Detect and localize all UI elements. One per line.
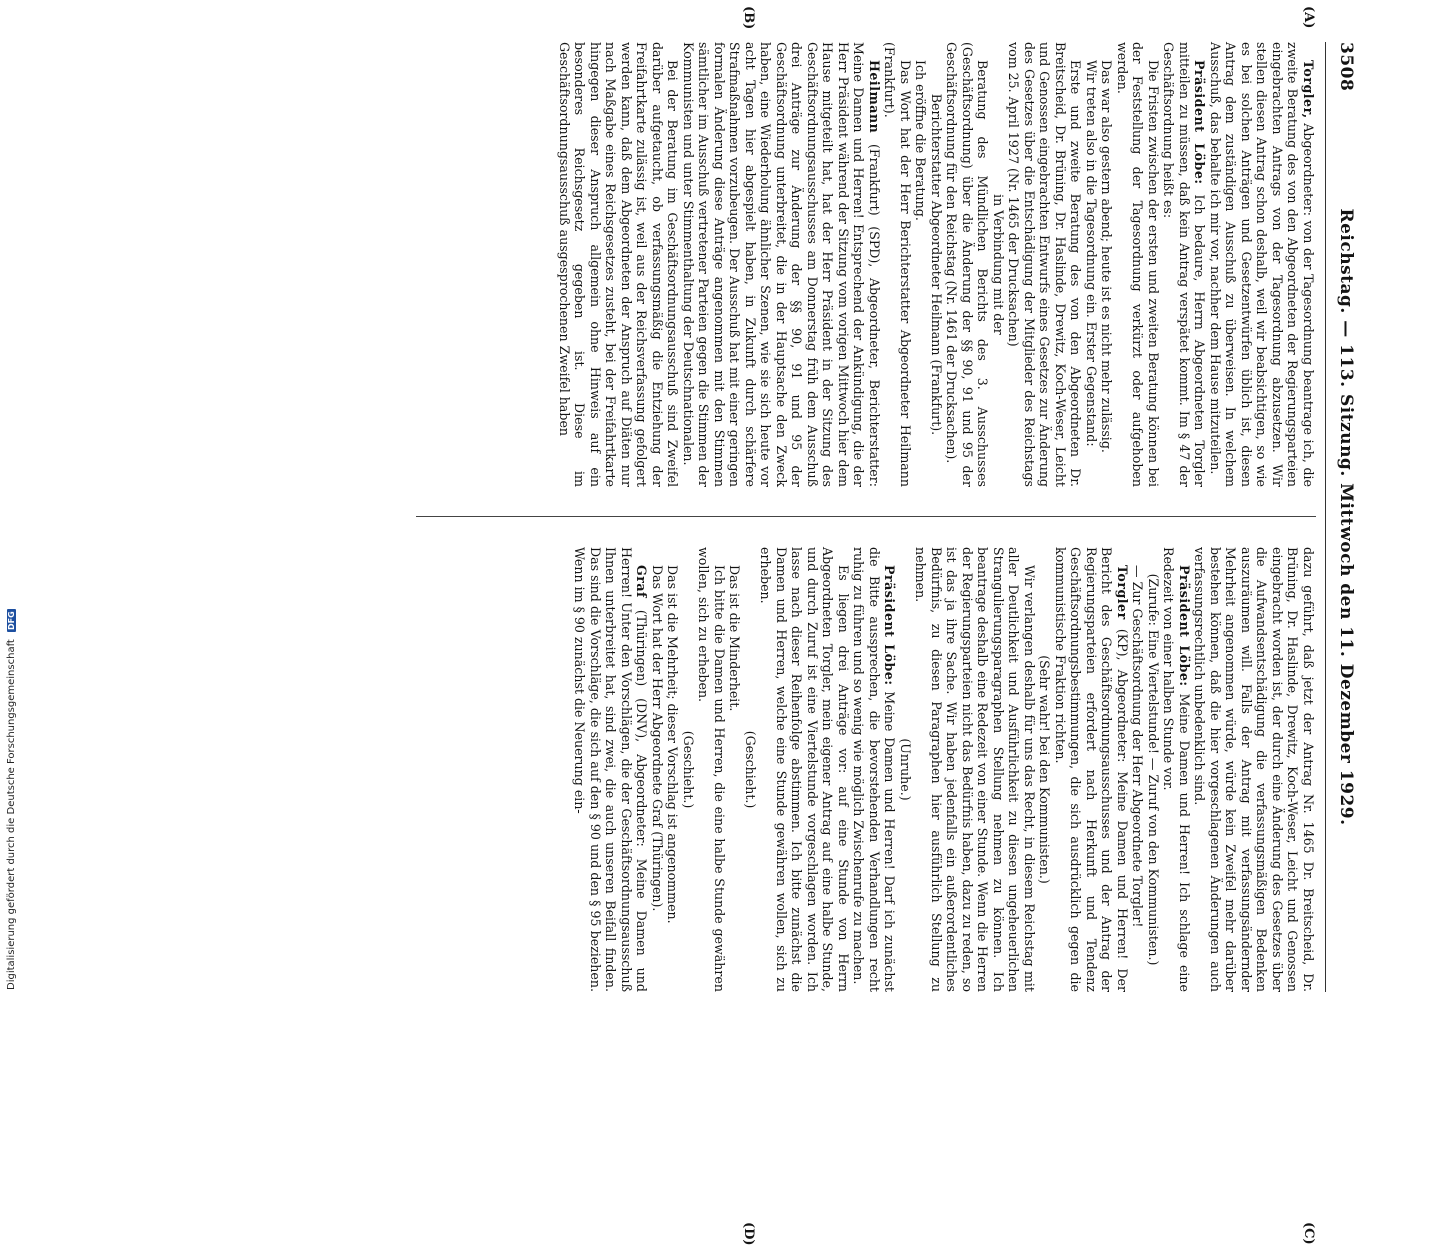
speaker-name: Präsident Löbe: (1192, 60, 1208, 185)
interjection: (Unruhe.) (898, 738, 913, 801)
rotated-page (104, 6, 1356, 1246)
speech-paragraph (1161, 42, 1208, 487)
text-paragraph: dazu geführt, daß jetzt der Antrag Nr. 1465 Dr. Breitscheid, Dr. Brüning, Dr. Haslinde, Drewitz, Koch-Weser, Leicht und Genossen eingebracht worden ist, der durch eine Änderung des Gesetzes über die Aufwandsentschädigung die verfassungsmäßigen Bedenken auszuräumen will. Falls der Antrag mit verfassungsändernder Mehrheit angenommen würde, würde kein Zweifel mehr darüber bestehen können, daß die hier vorgeschlagenen Änderungen auch verfassungsrechtlich unbedenklich sind. (1192, 547, 1316, 992)
column-divider (416, 516, 1316, 517)
speaker-role: (KP), Abgeordneter: (1115, 628, 1130, 763)
margin-mark-c: (C) (1301, 1222, 1316, 1245)
text-paragraph: Ich bitte die Damen und Herren, die eine halbe Stunde gewähren wollen, sich zu erheben. (696, 547, 727, 992)
interjection: Berichterstatter Abgeordneter Heilmann (Frankfurt). (929, 93, 944, 436)
speaker-name: Torgler, (1301, 60, 1316, 119)
text-paragraph: Wir treten also in die Tagesordnung ein. Erster Gegenstand: (1084, 60, 1099, 447)
speech-paragraph (1053, 547, 1131, 992)
text-paragraph: Es liegen drei Anträge vor: auf eine Stunde von Herrn Abgeordneten Torgler, mein eigener Antrag auf eine halbe Stunde, und durch Zuruf ist eine Viertelstunde vorgeschlagen worden. Ich lasse nach dieser Reihenfolge abstimmen. Ich bitte zunächst die Damen und Herren, welche eine Stunde gewähren wollen, sich zu erheben. (758, 547, 851, 992)
speaker-name: Präsident Löbe: (882, 565, 898, 686)
interjection: (Geschieht.) (681, 730, 696, 809)
speech-text: Ich bedaure, Herrn Abgeordneten Torgler mitteilen zu müssen, daß kein Antrag verspätet kommt. Im § 47 der Geschäftsordnung heißt es: (1161, 42, 1208, 487)
margin-mark-d: (D) (741, 1222, 756, 1246)
speech-text: von der Tagesordnung beantrage ich, die zweite Beratung des von den Abgeordneten der Regierungsparteien eingebrachten Antrags von der Tagesordnung abzusetzen. Wir stellen diesen Antrag schon deshalb, weil wir beabsichtigen, so wie es bei solchen Anträgen und Gesetzentwürfen üblich ist, diesen Antrag dem zuständigen Ausschuß zu überweisen. In welchem Ausschuß, das behalte ich mir vor, nachher dem Hause mitzuteilen. (1208, 42, 1316, 487)
speech-paragraph (1161, 547, 1192, 992)
speech-paragraph (681, 42, 883, 487)
page-number: 3508 (1336, 42, 1356, 92)
text-paragraph: Ich eröffne die Beratung. (913, 60, 929, 221)
page-title: Reichstag. — 113. Sitzung. Mittwoch den 11. Dezember 1929. (1336, 208, 1356, 826)
right-column (572, 547, 1316, 992)
interjection: (Geschieht.) (743, 730, 758, 809)
interjection: (Sehr wahr! bei den Kommunisten.) (1037, 655, 1053, 884)
dfg-logo: DFG (7, 611, 16, 630)
speech-text: Meine Damen und Herren! Entsprechend der Ankündigung, die der Herr Präsident während der Sitzung vom vorigen Mittwoch hier dem Hause mitgeteilt hat, hat der Herr Präsident in der Sitzung des Geschäftsordnungsausschusses am Donnerstag früh dem Ausschuß drei Anträge zur Änderung der §§ 90, 91 und 95 der Geschäftsordnung unterbreitet, die in der Hauptsache den Zweck haben, eine Wiederholung ähnlicher Szenen, wie sie sich heute vor acht Tagen hier abgespielt haben, in Zukunft durch schärfere Strafmaßnahmen vorzubeugen. Der Ausschuß hat mit einer geringen formalen Änderung diese Anträge angenommen mit den Stimmen sämtlicher im Ausschuß vertretener Parteien gegen die Stimmen der Kommunisten und unter Stimmenthaltung der Deutschnationalen. (681, 42, 867, 487)
text-paragraph: — Zur Geschäftsordnung der Herr Abgeordnete Torgler! (1130, 565, 1146, 928)
margin-mark-b: (B) (741, 6, 756, 30)
speech-text: Meine Damen und Herren! Darf ich zunächst die Bitte aussprechen, die bevorstehenden Verhandlungen recht ruhig zu führen und so wenig wie möglich Zwischenrufe zu machen. (851, 547, 898, 992)
text-paragraph: Das ist die Mehrheit; dieser Vorschlag ist angenommen. (665, 565, 681, 924)
speech-paragraph (1208, 42, 1317, 487)
speech-text: Meine Damen und Herren! Der Bericht des Geschäftsordnungsausschusses und der Antrag der Regierungsparteien erfordert nach Herkunft und Tendenz Geschäftsordnungsbestimmungen, die sich ausdrücklich gegen die kommunistische Fraktion richten. (1053, 547, 1130, 992)
margin-mark-a: (A) (1301, 6, 1316, 29)
speech-text: Meine Damen und Herren! Ich schlage eine Redezeit von einer halben Stunde vor. (1161, 547, 1192, 992)
interjection: (Zurufe: Eine Viertelstunde! — Zuruf von den Kommunisten.) (1146, 573, 1161, 966)
speaker-role: (Thüringen) (DNV), Abgeordneter: (634, 609, 650, 847)
speech-paragraph (572, 547, 650, 992)
speaker-name: Torgler (1115, 565, 1130, 620)
quoted-rule: Die Fristen zwischen der ersten und zweiten Beratung können bei der Feststellung der Tagesordnung verkürzt oder aufgehoben werden. (1115, 42, 1161, 487)
text-paragraph: Das ist die Minderheit. (727, 565, 743, 712)
text-paragraph: Wir verlangen deshalb für uns das Recht, in diesem Reichstag mit aller Deutlichkeit und Ausführlichkeit zu diesen ungeheuerlichen Strangulierungsparagraphen Stellung nehmen zu können. Ich beantrage deshalb eine Redezeit von einer Stunde. Wenn die Herren der Regierungsparteien nicht das Bedürfnis haben, dazu zu reden, so ist das ja ihre Sache. Wir haben jedenfalls ein außerordentliches Bedürfnis, zu diesen Paragraphen hier ausführlich Stellung zu nehmen. (913, 547, 1037, 992)
text-paragraph: Das Wort hat der Herr Abgeordnete Graf (Thüringen). (650, 565, 665, 912)
footer-text: Digitalisierung gefördert durch die Deutsche Forschungsgemeinschaft (6, 639, 17, 990)
speaker-name: Graf (634, 565, 650, 598)
speaker-name: Heilmann (867, 60, 882, 134)
text-paragraph: Das Wort hat der Herr Berichterstatter Abgeordneter Heilmann (Frankfurt). (882, 42, 913, 487)
text-paragraph: Das war also gestern abend; heute ist es nicht mehr zulässig. (1099, 60, 1115, 453)
footer-credit (6, 609, 17, 990)
left-column (557, 42, 1317, 487)
text-paragraph: Bei der Beratung im Geschäftsordnungsausschuß sind Zweifel darüber aufgetaucht, ob verfassungsmäßig die Entziehung der Freifahrtkarte zulässig ist, weil aus der Reichsverfassung gefolgert werden kann, daß dem Abgeordneten der Anspruch auf Diäten nur nach Maßgabe eines Reichsgesetzes zusteht, bei der Freifahrtkarte hingegen dieser Anspruch allgemein ohne Hinweis auf ein besonderes Reichsgesetz gegeben ist. Diese im Geschäftsordnungsausschuß ausgesprochenen Zweifel haben (557, 42, 681, 487)
text-paragraph: Erste und zweite Beratung des von den Abgeordneten Dr. Breitscheid, Dr. Brüning, Dr. Haslinde, Drewitz, Koch-Weser, Leicht und Genossen eingebrachten Entwurfs eines Gesetzes zur Änderung des Gesetzes über die Entschädigung der Mitglieder des Reichstags vom 25. April 1927 (Nr. 1465 der Drucksachen) (1006, 42, 1084, 487)
speaker-role: Abgeordneter: (1301, 123, 1316, 216)
text-paragraph: Beratung des Mündlichen Berichts des 3. Ausschusses (Geschäftsordnung) über die Änderung der §§ 90, 91 und 95 der Geschäftsordnung für den Reichstag (Nr. 1461 der Drucksachen). (944, 42, 991, 487)
speech-text: Meine Damen und Herren! Unter den Vorschlägen, die der Geschäftsordnungsausschuß Ihnen unterbreitet hat, sind zwei, die auch unseren Beifall finden. Das sind die Vorschläge, die sich auf den § 90 und den § 95 beziehen. Wenn im § 90 zunächst die Neuerung ein- (572, 547, 650, 992)
speaker-name: Präsident Löbe: (1177, 565, 1192, 687)
page-header (1330, 42, 1356, 992)
header-rule (1325, 42, 1326, 992)
speech-paragraph (851, 547, 898, 992)
interjection: in Verbindung mit der (991, 194, 1006, 335)
speaker-role: (Frankfurt) (SPD), Abgeordneter, Berichterstatter: (867, 143, 882, 487)
